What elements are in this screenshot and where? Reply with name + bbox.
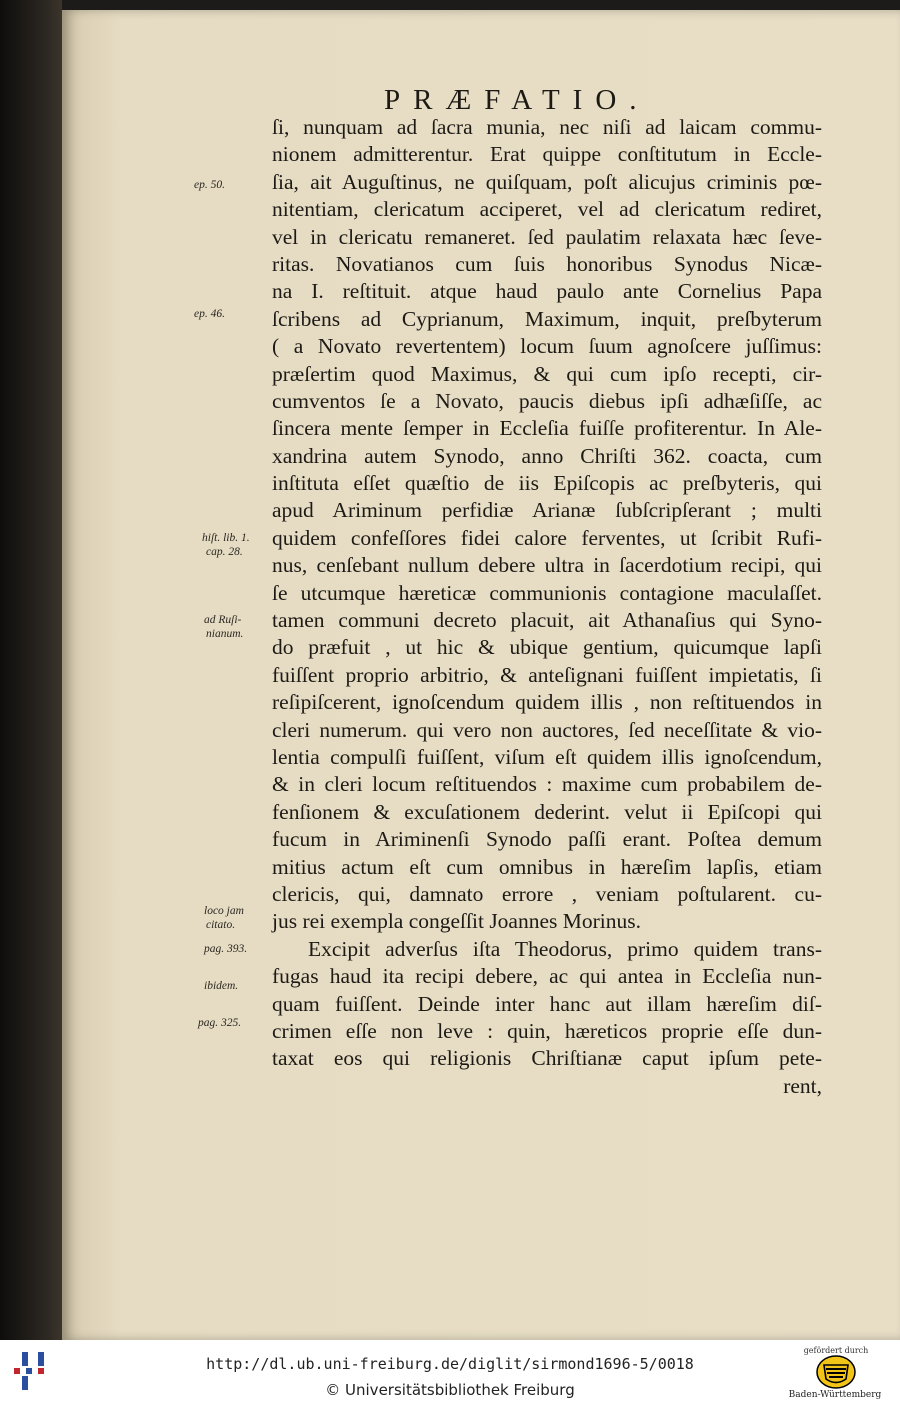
text-line: cleri numerum. qui vero non auctores, ſed neceſſitate & vio- — [272, 717, 822, 742]
text-line: ſcribens ad Cyprianum, Maximum, inquit, preſbyterum — [272, 306, 822, 331]
body-text — [272, 114, 822, 1100]
text-line: nus, cenſebant nullum debere ultra in ſacerdotium recipi, qui — [272, 553, 822, 578]
text-line: fuiſſent proprio arbitrio, & anteſignani fuiſſent impietatis, ſi — [272, 662, 822, 687]
text-line: ſia, ait Auguſtinus, ne quiſquam, poſt alicujus criminis pœ- — [272, 169, 822, 194]
margin-note: nianum. — [206, 628, 244, 640]
text-line: quidem confeſſores fidei calore ferventes, ut ſcribit Rufi- — [272, 525, 822, 550]
text-line: tamen communi decreto placuit, ait Athanaſius qui Syno- — [272, 608, 822, 633]
text-line: apud Ariminum perfidiæ Arianæ ſubſcripſerant ; multi — [272, 498, 822, 523]
text-line: ( a Novato revertentem) locum ſuum agnoſcere juſſimus: — [272, 334, 822, 359]
baden-wuerttemberg-crest-icon — [816, 1355, 856, 1389]
page-header: PRÆFATIO. — [384, 84, 650, 116]
margin-note: pag. 325. — [198, 1017, 242, 1029]
text-line: ſi, nunquam ad ſacra munia, nec niſi ad laicam commu- — [272, 115, 822, 139]
margin-note: loco jam — [204, 905, 244, 917]
book-spine — [0, 0, 62, 1340]
text-line: fenſionem & excuſationem dederint. velut ii Epiſcopi qui — [272, 799, 822, 824]
text-line: vel in clericatu remaneret. ſed paulatim relaxata hæc ſeve- — [272, 224, 822, 249]
document-url[interactable]: http://dl.ub.uni-freiburg.de/diglit/sirmond1696-5/0018 — [206, 1355, 694, 1373]
text-line: & in cleri locum reſtituendos : maxime cum probabilem de- — [272, 772, 822, 797]
text-line: xandrina autem Synodo, anno Chriſti 362. coacta, cum — [272, 443, 822, 468]
text-line: reſipiſcerent, ignoſcendum quidem illis , non reſtituendos in — [272, 690, 822, 715]
text-line: taxat eos qui religionis Chriſtianæ caput ipſum pete- — [272, 1046, 822, 1071]
text-line: inſtituta eſſet quæſtio de iis Epiſcopis ac preſbyteris, qui — [272, 471, 822, 496]
text-line: nionem admitterentur. Erat quippe conſtitutum in Eccle- — [272, 142, 822, 167]
text-line: quam fuiſſent. Deinde inter hanc aut illam hæreſim diſ- — [272, 991, 822, 1016]
margin-note: ad Ruſi- — [204, 614, 242, 626]
margin-note: ep. 46. — [194, 308, 225, 320]
text-line: mitius actum eſt cum omnibus in hæreſim lapſis, etiam — [272, 854, 822, 879]
text-line: fucum in Ariminenſi Synodo paſſi erant. Poſtea demum — [272, 827, 822, 852]
margin-note: ibidem. — [204, 980, 239, 992]
text-line: fugas haud ita recipi debere, ac qui antea in Eccleſia nun- — [272, 964, 822, 989]
text-line: crimen eſſe non leve : quin, hæreticos proprie eſſe dun- — [272, 1018, 822, 1043]
text-line: ſincera mente ſemper in Eccleſia fuiſſe profiterentur. In Ale- — [272, 416, 822, 441]
text-line: præſertim quod Maximus, & qui cum ipſo recepti, cir- — [272, 361, 822, 386]
text-line: do præfuit , ut hic & ubique gentium, quicumque lapſi — [272, 635, 822, 660]
copyright-notice: © Universitätsbibliothek Freiburg — [325, 1381, 575, 1399]
sponsor-name: Baden-Württemberg — [788, 1390, 882, 1400]
sponsor-label: gefördert durch — [803, 1346, 869, 1355]
margin-note: citato. — [206, 919, 236, 931]
margin-note: cap. 28. — [206, 546, 243, 558]
text-line: jus rei exempla congeſſit Joannes Morinus. — [272, 909, 642, 934]
margin-note: hiſt. lib. 1. — [202, 532, 250, 544]
text-line: lentia compulſi fuiſſent, viſum eſt quidem illis ignoſcendum, — [272, 744, 822, 769]
margin-note: ep. 50. — [194, 179, 225, 191]
text-line: Excipit adverſus iſta Theodorus, primo quidem trans- — [308, 936, 822, 961]
text-line: cumventos ſe a Novato, paucis diebus ipſi adhæſiſſe, ac — [272, 388, 822, 413]
text-line: ritas. Novatianos cum ſuis honoribus Synodus Nicæ- — [272, 251, 822, 276]
text-line: na I. reſtituit. atque haud paulo ante Cornelius Papa — [272, 279, 822, 304]
text-line: nitentiam, clericatum acciperet, vel ad clericatum rediret, — [272, 197, 822, 222]
text-line: ſe utcumque hæreticæ communionis contagione maculaſſet. — [272, 580, 822, 605]
margin-note: pag. 393. — [204, 943, 248, 955]
text-line: clericis, qui, damnato errore , veniam poſtularent. cu- — [272, 881, 822, 906]
text-line: rent, — [783, 1073, 822, 1098]
